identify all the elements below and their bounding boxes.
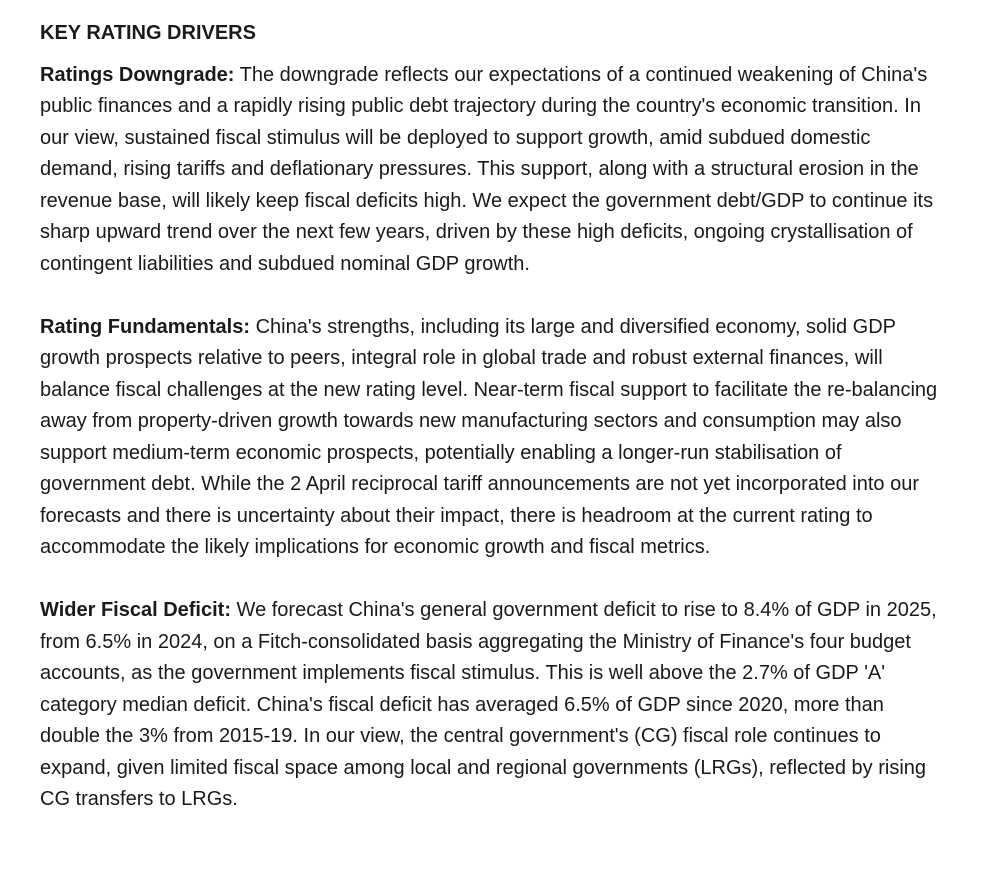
paragraph-label: Ratings Downgrade: bbox=[40, 63, 235, 86]
paragraph-ratings-downgrade bbox=[40, 60, 944, 281]
section-heading: KEY RATING DRIVERS bbox=[40, 22, 256, 44]
paragraph-wider-fiscal-deficit bbox=[40, 595, 944, 816]
paragraph-rating-fundamentals bbox=[40, 312, 944, 564]
paragraph-text: China's strengths, including its large and diversified economy, solid GDP growth prospects relative to peers, integral role in global trade and robust external finances, will balance fiscal challenges at the new rating level. Near-term fiscal support to facilitate the re-balancing away from property-driven growth towards new manufacturing sectors and consumption may also support medium-term economic prospects, potentially enabling a longer-run stabilisation of government debt. While the 2 April reciprocal tariff announcements are not yet incorporated into our forecasts and there is uncertainty about their impact, there is headroom at the current rating to accommodate the likely implications for economic growth and fiscal metrics. bbox=[40, 315, 938, 558]
paragraph-text: The downgrade reflects our expectations of a continued weakening of China's public finances and a rapidly rising public debt trajectory during the country's economic transition. In our view, sustained fiscal stimulus will be deployed to support growth, amid subdued domestic demand, rising tariffs and deflationary pressures. This support, along with a structural erosion in the revenue base, will likely keep fiscal deficits high. We expect the government debt/GDP to continue its sharp upward trend over the next few years, driven by these high deficits, ongoing crystallisation of contingent liabilities and subdued nominal GDP growth. bbox=[40, 63, 934, 275]
paragraph-label: Wider Fiscal Deficit: bbox=[40, 599, 231, 621]
paragraph-label: Rating Fundamentals: bbox=[40, 315, 251, 338]
paragraph-text: We forecast China's general government deficit to rise to 8.4% of GDP in 2025, from 6.5% in 2024, on a Fitch-consolidated basis aggregating the Ministry of Finance's four budget accounts, as the government implements fiscal stimulus. This is well above the 2.7% of GDP 'A' category median deficit. China's fiscal deficit has averaged 6.5% of GDP since 2020, more than double the 3% from 2015-19. In our view, the central government's (CG) fiscal role continues to expand, given limited fiscal space among local and regional governments (LRGs), reflected by rising CG transfers to LRGs. bbox=[40, 599, 937, 810]
